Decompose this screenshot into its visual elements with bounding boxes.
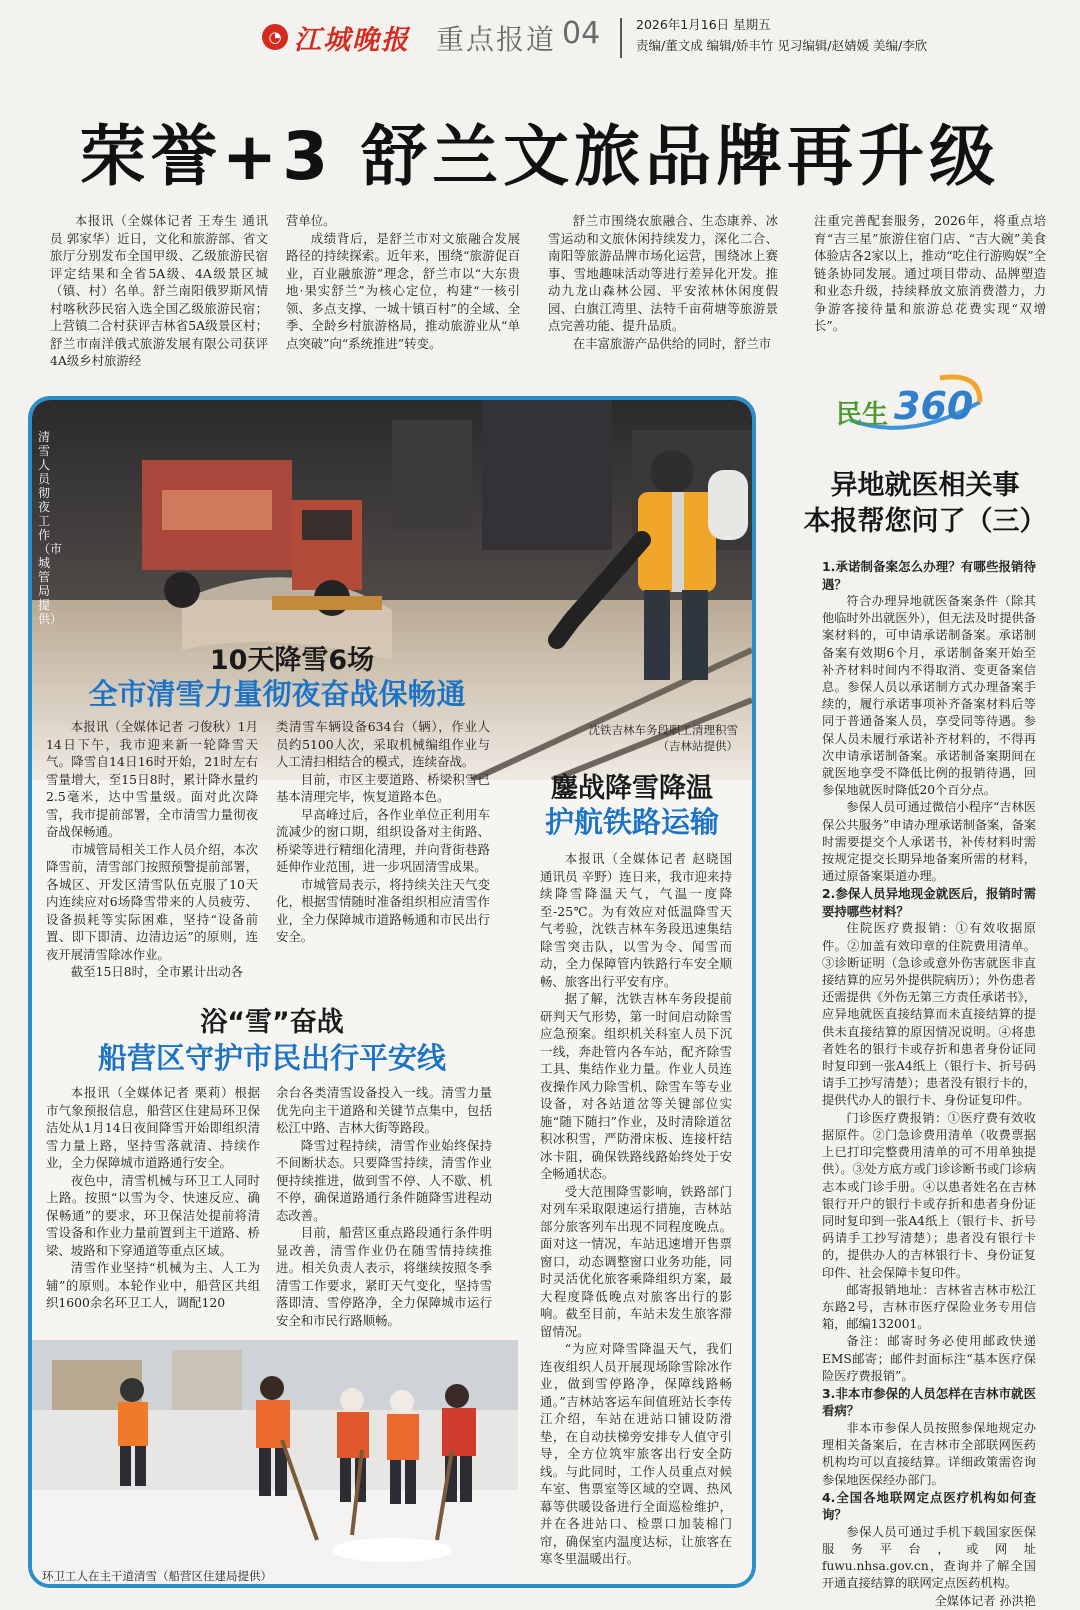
article1-paragraph: 本报讯（全媒体记者 刁俊秋）1月14日下午，我市迎来新一轮降雪天气。降雪自14日16时开始，21时左右雪量增大，至15日8时，累计降水量约2.5毫米，达中雪量级。面对此次降雪，我市提前部署，全市清雪力量彻夜奋战保畅通。 <box>46 719 258 839</box>
article1-paragraph: 市城管局表示，将持续关注天气变化，根据雪情随时准备组织相应清雪作业，全力保障城市道路畅通和市民出行安全。 <box>276 876 490 944</box>
vertical-photo-caption: 清雪人员彻夜工作（市城管局提供） <box>38 430 63 626</box>
article2-paragraph: 据了解，沈铁吉林车务段提前研判天气形势，第一时间启动除雪应急预案。组织机关科室人员下沉一线，奔赴管内各车站，配齐除雪工具、集结作业力量。作业人员连夜操作风力除雪机、除雪车等专业设备，对各站道岔等关键部位实施“随下随扫”作业，及时清除道岔积冰积雪，严防滑床板、连接杆结冰卡阻，确保铁路线路始终处于安全畅通状态。 <box>540 991 732 1181</box>
article1-paragraph: 截至15日8时，全市累计出动各 <box>70 964 244 979</box>
article1-paragraph: 类清雪车辆设备634台（辆），作业人员约5100人次，采取机械编组作业与人工清扫相结合的模式，连续奋战。 <box>276 719 490 769</box>
article1-column-2 <box>276 718 490 946</box>
answer-paragraph: 备注：邮寄时务必使用邮政快递EMS邮寄；邮件封面标注“基本医疗保险医疗费报销”。 <box>822 1334 1036 1383</box>
answer-paragraph: 门诊医疗费报销：①医疗费有效收据原件。②门急诊费用清单（收费票据上已打印完整费用清单的可不用单独提供）。③处方底方或门诊诊断书或门诊病志本或门诊手册。④以患者姓名在吉林银行开户的银行卡或存折和患者身份证同时复印到一张A4纸上（银行卡、折号码请手工抄写清楚）；患者没有银行卡的，提供办人的吉林银行卡、身份证复印件、社会保障卡复印件。 <box>822 1110 1036 1280</box>
lead-paragraph: 注重完善配套服务，2026年，将重点培育“吉三星”旅游住宿门店、“吉大碗”美食体验店各2家以上，推动“吃住行游购娱”全链条协同发展。通过项目带动、品牌塑造和业态升级，持续释放文旅消费潜力，力争游客接待量和旅游总花费实现“双增长”。 <box>814 213 1046 333</box>
sidebar-title-line: 异地就医相关事 <box>830 470 1020 501</box>
photo2-caption-line: （吉林站提供） <box>657 739 738 753</box>
healthcare-qa-sidebar <box>800 372 1050 1608</box>
logo-icon: ◔ <box>262 24 288 50</box>
article2-paragraph: 受大范围降雪影响，铁路部门对列车采取限速运行措施，吉林站部分旅客列车出现不同程度晚点。面对这一情况，车站迅速增开售票窗口，动态调整窗口业务功能，同时灵活优化旅客乘降组织方案，最大程度降低晚点对旅客出行的影响。截至目前，车站未发生旅客滞留情况。 <box>540 1183 732 1339</box>
article3-paragraph: 余台各类清雪设备投入一线。清雪力量优先向主干道路和关键节点集中，包括松江中路、吉林大街等路段。 <box>276 1085 492 1135</box>
lead-paragraph: 成绩背后，是舒兰市对文旅融合发展路径的持续探索。近年来，围绕“旅游促百业，百业融旅游”理念，舒兰市以“大东贵地·果实舒兰”为核心定位，构建“一核引领、多点支撑、一城十镇百村”的全域、全季、全龄乡村旅游格局，推动旅游业从“单点突破”向“系统推进”转变。 <box>286 230 520 351</box>
article3-kicker: 浴“雪”奋战 <box>200 1007 344 1038</box>
masthead-divider <box>620 18 622 58</box>
minsheng-360-badge <box>830 372 990 436</box>
article1-paragraph: 市城管局相关工作人员介绍，本次降雪前，清雪部门按照预警提前部署，各城区、开发区清雪队伍克服了10天内连续应对6场降雪带来的人员疲劳、设备损耗等实际困难，坚持“设备前置、即下即清、边清边运”的原则，连夜开展清雪除冰作业。 <box>46 841 258 962</box>
sidebar-title-line: 本报帮您问了（三） <box>803 506 1047 537</box>
section-name: 重点报道 <box>436 23 557 56</box>
article3-paragraph: 清雪作业坚持“机械为主、人工为辅”的原则。本轮作业中，船营区共组织1600余名环卫工人，调配120 <box>46 1260 260 1310</box>
issue-date: 2026年1月16日 星期五 <box>636 17 771 32</box>
article1-title: 全市清雪力量彻夜奋战保畅通 <box>88 677 466 711</box>
lead-column-1 <box>50 212 268 370</box>
question: 1.承诺制备案怎么办理？有哪些报销待遇？ <box>822 559 1036 592</box>
answer-paragraph: 住院医疗费报销：①有效收据原件。②加盖有效印章的住院费用清单。③诊断证明（急诊或意外伤害就医非直接结算的应另外提供院病历）；外伤患者还需提供《外伤无第三方责任承诺书》，应异地就医直接结算而未直接结算的提供未直接结算的原因情况说明。④将患者姓名的银行卡或存折和患者身份证同时复印到一张A4纸上（银行卡、折号码请手工抄写清楚）；患者没有银行卡的，提供代办人的银行卡、身份证复印件。 <box>822 921 1036 1108</box>
answer-paragraph: 参保人员可通过微信小程序“吉林医保公共服务”申请办理承诺制备案，备案时需要提交个人承诺书，补传材料时需按规定提交长期异地备案所需的材料，通过原备案渠道办理。 <box>822 800 1036 884</box>
answer-paragraph: 符合办理异地就医备案条件（除其他临时外出就医外），但无法及时提供备案材料的，可申请承诺制备案。承诺制备案有效期6个月，承诺制备案开始至补齐材料时间内不得取消、变更备案信息。参保人员以承诺制方式办理备案手续的，履行承诺事项补齐备案材料后等同于普通备案人员，享受同等待遇。参保人员未履行承诺补齐材料的，不得再次申请承诺制备案。承诺制备案期间在就医地享受不降低比例的报销待遇，回参保地就医时降低20个百分点。 <box>822 594 1036 798</box>
question: 2.参保人员异地现金就医后，报销时需要持哪些材料？ <box>822 886 1036 919</box>
answer-paragraph: 邮寄报销地址：吉林省吉林市松江东路2号，吉林市医疗保险业务专用信箱，邮编132001。 <box>822 1282 1036 1332</box>
article3-paragraph: 夜色中，清雪机械与环卫工人同时上路。按照“以雪为令、快速反应、确保畅通”的要求，环卫保洁处提前将清雪设备和作业力量前置到主干道路、桥梁、坡路和下穿通道等重点区域。 <box>46 1172 260 1258</box>
sanitation-workers-photo <box>32 1340 518 1588</box>
question: 3.非本市参保的人员怎样在吉林市就医看病？ <box>822 1385 1036 1419</box>
page-number: 04 <box>562 16 601 51</box>
lead-paragraph: 本报讯（全媒体记者 王寿生 通讯员 郭家华）近日，文化和旅游部、省文旅厅分别发布全国甲级、乙级旅游民宿评定结果和全省5A级、4A级景区城（镇、村）名单。舒兰南阳俄罗斯风情村喀秋莎民宿入选全国乙级旅游民宿；上营镇二合村获评吉林省5A级景区村；舒兰市南洋俄式旅游发展有限公司获评4A级乡村旅游经 <box>50 213 268 368</box>
article2-kicker: 鏖战降雪降温 <box>551 773 713 804</box>
lead-paragraph: 舒兰市围绕农旅融合、生态康养、冰雪运动和文旅休闲持续发力，深化二合、南阳等旅游品牌市场化运营，围绕冰上赛事、雪地趣味活动等进行差异化开发。推动九龙山森林公园、平安浓林休闲度假园、白旗江湾里、法特千亩荷塘等旅游景点完善功能、提升品质。 <box>548 213 778 333</box>
article2-column <box>540 850 732 1568</box>
answer-paragraph: 参保人员可通过手机下载国家医保服务平台，或网址fuwu.nhsa.gov.cn，查询并了解全国开通直接结算的联网定点医药机构。 <box>822 1524 1036 1591</box>
article1-kicker: 10天降雪6场 <box>209 645 375 676</box>
sidebar-body <box>822 558 1036 1610</box>
photo2-caption <box>532 722 738 754</box>
lead-paragraph: 在丰富旅游产品供给的同时，舒兰市 <box>572 335 772 351</box>
article2-title: 护航铁路运输 <box>544 805 719 839</box>
lead-column-3 <box>548 212 778 352</box>
article3-column-2 <box>276 1084 492 1329</box>
article3-title: 船营区守护市民出行平安线 <box>97 1041 446 1075</box>
answer-paragraph: 非本市参保人员按照参保地规定办理相关备案后，在吉林市全部联网医药机构均可以直接结算。详细政策需咨询参保地医保经办部门。 <box>822 1420 1036 1487</box>
sidebar-byline: 全媒体记者 孙洪艳 <box>934 1593 1036 1608</box>
sidebar-title <box>800 468 1050 540</box>
snow-feature-box <box>28 396 756 1588</box>
article2-paragraph: “为应对降雪降温天气，我们连夜组织人员开展现场除雪除冰作业，做到雪停路净，保障线路畅通。”吉林站客运车间值班站长李传江介绍，车站在进站口铺设防滑垫，在自动扶梯旁安排专人值守引导，全方位筑牢旅客出行安全防线。与此同时，工作人员重点对候车室、售票室等区域的空调、热风幕等供暖设备进行全面巡检维护，并在各进站口、检票口加装棉门帘，确保室内温度达标，让旅客在寒冬里温暖出行。 <box>540 1341 732 1566</box>
article3-column-1 <box>46 1084 260 1312</box>
article2-paragraph: 本报讯（全媒体记者 赵晓国 通讯员 辛野）连日来，我市迎来持续降雪降温天气，气温一度降至-25℃。为有效应对低温降雪天气考验，沈铁吉林车务段迅速集结除雪突击队，以雪为令、闻雪而动，全力保障管内铁路行车安全顺畅、旅客出行平安有序。 <box>540 851 732 989</box>
newspaper-logo <box>262 20 422 54</box>
dateline <box>636 14 927 56</box>
article1-paragraph: 早高峰过后，各作业单位正利用车流减少的窗口期，组织设备对主街路、桥梁等进行精细化清理，并向背街巷路延伸作业范围，进一步巩固清雪成果。 <box>276 806 490 874</box>
lead-column-4 <box>814 212 1046 335</box>
article3-paragraph: 降雪过程持续，清雪作业始终保持不间断状态。只要降雪持续，清雪作业便持续推进，做到雪不停、人不歇、机不停，确保道路通行条件随降雪进程动态改善。 <box>276 1137 492 1223</box>
article1-paragraph: 目前，市区主要道路、桥梁积雪已基本清理完毕，恢复道路本色。 <box>276 771 490 804</box>
article1-column-1 <box>46 718 258 981</box>
workers-scene <box>32 1340 518 1588</box>
badge-text: 民生 <box>836 400 889 430</box>
page-headline: 荣誉+3 舒兰文旅品牌再升级 <box>79 118 1001 195</box>
logo-text: 江城晚报 <box>294 24 410 56</box>
article3-paragraph: 目前，船营区重点路段通行条件明显改善，清雪作业仍在随雪情持续推进。相关负责人表示，将继续按照冬季清雪工作要求，紧盯天气变化，坚持雪落即清、雪停路净，全力保障城市运行安全和市民行路顺畅。 <box>276 1225 492 1328</box>
editor-credits: 责编/董文成 编辑/娇丰竹 见习编辑/赵婧媛 美编/李欣 <box>636 38 928 53</box>
masthead <box>0 0 1080 70</box>
badge-number: 360 <box>894 384 974 428</box>
photo2-caption-line: 沈铁吉林车务段职工清理积雪 <box>588 723 738 737</box>
lead-paragraph: 营单位。 <box>286 213 336 228</box>
photo3-caption: 环卫工人在主干道清雪（船营区住建局提供） <box>42 1569 272 1583</box>
question: 4.全国各地联网定点医疗机构如何查询？ <box>822 1489 1036 1523</box>
lead-column-2 <box>286 212 520 352</box>
article3-paragraph: 本报讯（全媒体记者 栗莉）根据市气象预报信息，船营区住建局环卫保洁处从1月14日夜间降雪开始即组织清雪力量上路，坚持雪落就清、持续作业，全力保障城市道路通行安全。 <box>46 1085 260 1170</box>
